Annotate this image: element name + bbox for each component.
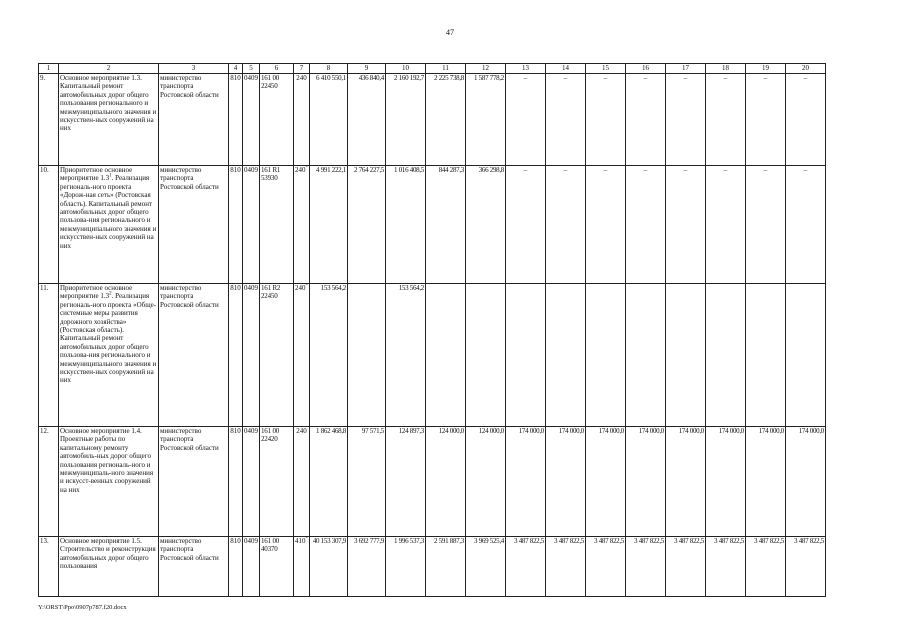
cell-value: – [786, 166, 826, 284]
cell-value: 3 487 822,5 [746, 537, 786, 597]
cell-value: 97 571,5 [348, 427, 386, 537]
measure-name-part: . Реализация региональ-ного проекта «Дорож-ная сеть» (Ростовская область). Капитальный ремонт автомобильных дорог общего пользова-ния регионального и межмуниципального значения и искусствен-ных сооружений на них [60, 174, 157, 250]
cell-value: – [586, 74, 626, 166]
col-header: 2 [59, 64, 159, 74]
cell-value: 174 000,0 [546, 427, 586, 537]
measure-name-part: . Реализация региональ-ного проекта «Обще-системные меры развития дорожного хозяйства» (Ростовская область). Капитальный ремонт автомобильных дорог общего пользова-ния регионального и межмуниципального значения и искусствен-ных сооружений на них [60, 292, 157, 385]
cell-value: 1 016 408,5 [386, 166, 426, 284]
col-header: 9 [348, 64, 386, 74]
cell-value: 3 487 822,5 [506, 537, 546, 597]
cell-value: 2 225 738,8 [426, 74, 466, 166]
cell-value: 1 996 537,3 [386, 537, 426, 597]
footnote-mark: * [305, 536, 308, 542]
cell-value [506, 284, 546, 427]
cell-rzpr: 0409 [243, 74, 260, 166]
vr-code: 240 [295, 284, 306, 292]
cell-value: 174 000,0 [666, 427, 706, 537]
cell-value: 436 840,4 [348, 74, 386, 166]
cell-rzpr: 0409 [243, 284, 260, 427]
cell-total: 6 410 550,1 [310, 74, 348, 166]
col-header: 5 [243, 64, 260, 74]
col-header: 6 [260, 64, 294, 74]
cell-value: 174 000,0 [786, 427, 826, 537]
table-row [39, 166, 826, 284]
cell-value [426, 284, 466, 427]
table-row [39, 284, 826, 427]
row-number: 10. [39, 166, 59, 284]
column-number-row [39, 64, 826, 74]
measure-name-part: Приоритетное основное мероприятие 1.3 [60, 166, 133, 183]
page-number: 47 [446, 28, 454, 37]
col-header: 4 [229, 64, 243, 74]
cell-vr: 240 [294, 74, 310, 166]
cell-value: 844 287,3 [426, 166, 466, 284]
cell-grbs: 810 [229, 427, 243, 537]
col-header: 17 [666, 64, 706, 74]
cell-vr [294, 284, 310, 427]
cell-value: 174 000,0 [706, 427, 746, 537]
cell-csr: 161 00 40370 [260, 537, 294, 597]
cell-value: – [626, 74, 666, 166]
cell-value: 3 487 822,5 [586, 537, 626, 597]
cell-value [666, 284, 706, 427]
cell-value: – [706, 74, 746, 166]
cell-value: – [506, 166, 546, 284]
cell-total: 153 564,2 [310, 284, 348, 427]
cell-value: 174 000,0 [746, 427, 786, 537]
executor: министерство транспорта Ростовской области [159, 284, 229, 427]
cell-value: – [546, 166, 586, 284]
footnote-mark: 2 [109, 292, 112, 298]
cell-value: 3 487 822,5 [546, 537, 586, 597]
col-header: 16 [626, 64, 666, 74]
cell-value: 124 000,0 [466, 427, 506, 537]
cell-value: 3 969 525,4 [466, 537, 506, 597]
executor: министерство транспорта Ростовской области [159, 537, 229, 597]
measure-name: Основное мероприятие 1.5. Строительство и реконструкция автомобильных дорог общего пользования [59, 537, 159, 597]
cell-value: 3 487 822,5 [706, 537, 746, 597]
row-number: 9. [39, 74, 59, 166]
cell-grbs: 810 [229, 74, 243, 166]
footnote-mark: * [305, 283, 308, 289]
cell-value: 1 587 778,2 [466, 74, 506, 166]
cell-value [626, 284, 666, 427]
cell-value [466, 284, 506, 427]
vr-code: 240 [295, 166, 306, 174]
cell-grbs: 810 [229, 537, 243, 597]
col-header: 10 [386, 64, 426, 74]
cell-grbs: 810 [229, 284, 243, 427]
cell-value: 124 897,3 [386, 427, 426, 537]
cell-csr: 161 R1 53930 [260, 166, 294, 284]
col-header: 14 [546, 64, 586, 74]
footnote-mark: * [305, 165, 308, 171]
cell-value: – [746, 74, 786, 166]
cell-value [706, 284, 746, 427]
executor: министерство транспорта Ростовской области [159, 74, 229, 166]
measure-name-part: Приоритетное основное мероприятие 1.3 [60, 284, 133, 301]
cell-value: – [706, 166, 746, 284]
cell-grbs: 810 [229, 166, 243, 284]
cell-value [786, 284, 826, 427]
table-row [39, 74, 826, 166]
col-header: 1 [39, 64, 59, 74]
executor: министерство транспорта Ростовской области [159, 427, 229, 537]
cell-value [586, 284, 626, 427]
cell-value: – [786, 74, 826, 166]
footnote-mark: 1 [109, 174, 112, 180]
cell-value: 3 692 777,9 [348, 537, 386, 597]
col-header: 12 [466, 64, 506, 74]
col-header: 13 [506, 64, 546, 74]
cell-value: 366 298,8 [466, 166, 506, 284]
table-row [39, 427, 826, 537]
cell-value: – [506, 74, 546, 166]
cell-vr [294, 166, 310, 284]
cell-csr: 161 00 22420 [260, 427, 294, 537]
measure-name [59, 166, 159, 284]
cell-csr: 161 00 22450 [260, 74, 294, 166]
program-table [38, 63, 826, 597]
col-header: 7 [294, 64, 310, 74]
cell-value: – [626, 166, 666, 284]
cell-value [348, 284, 386, 427]
cell-value: – [546, 74, 586, 166]
file-path-footer: Y:\ORST\Ppo\0907p787.f20.docx [38, 604, 127, 611]
cell-value: 153 564,2 [386, 284, 426, 427]
cell-total: 1 862 468,8 [310, 427, 348, 537]
cell-vr: 240 [294, 427, 310, 537]
cell-value: 174 000,0 [506, 427, 546, 537]
cell-value: 174 000,0 [586, 427, 626, 537]
cell-value: – [666, 74, 706, 166]
vr-code: 410 [295, 537, 306, 545]
cell-value: 2 591 887,3 [426, 537, 466, 597]
cell-total: 40 153 307,9 [310, 537, 348, 597]
col-header: 20 [786, 64, 826, 74]
cell-value [546, 284, 586, 427]
measure-name: Основное мероприятие 1.4. Проектные работы по капитальному ремонту автомобиль-ных дорог общего пользования региональ-ного и межмуниципаль-ного значения и искусст-венных сооружений на них [59, 427, 159, 537]
col-header: 19 [746, 64, 786, 74]
cell-csr: 161 R2 22450 [260, 284, 294, 427]
cell-vr [294, 537, 310, 597]
row-number: 11. [39, 284, 59, 427]
row-number: 13. [39, 537, 59, 597]
cell-total: 4 991 222,1 [310, 166, 348, 284]
col-header: 11 [426, 64, 466, 74]
cell-value: – [746, 166, 786, 284]
cell-rzpr: 0409 [243, 427, 260, 537]
measure-name [59, 284, 159, 427]
cell-value: 124 000,0 [426, 427, 466, 537]
cell-value: – [666, 166, 706, 284]
measure-name: Основное мероприятие 1.3. Капитальный ремонт автомобильных дорог общего пользования регионального и межмуниципального значения и искусствен-ных сооружений на них [59, 74, 159, 166]
cell-value: 2 160 192,7 [386, 74, 426, 166]
executor: министерство транспорта Ростовской области [159, 166, 229, 284]
table-row [39, 537, 826, 597]
cell-rzpr: 0409 [243, 166, 260, 284]
cell-value [746, 284, 786, 427]
cell-value: 174 000,0 [626, 427, 666, 537]
cell-value: 3 487 822,5 [626, 537, 666, 597]
cell-value: 2 764 227,5 [348, 166, 386, 284]
cell-value: 3 487 822,5 [786, 537, 826, 597]
col-header: 15 [586, 64, 626, 74]
cell-value: – [586, 166, 626, 284]
col-header: 8 [310, 64, 348, 74]
cell-rzpr: 0409 [243, 537, 260, 597]
col-header: 3 [159, 64, 229, 74]
row-number: 12. [39, 427, 59, 537]
cell-value: 3 487 822,5 [666, 537, 706, 597]
col-header: 18 [706, 64, 746, 74]
